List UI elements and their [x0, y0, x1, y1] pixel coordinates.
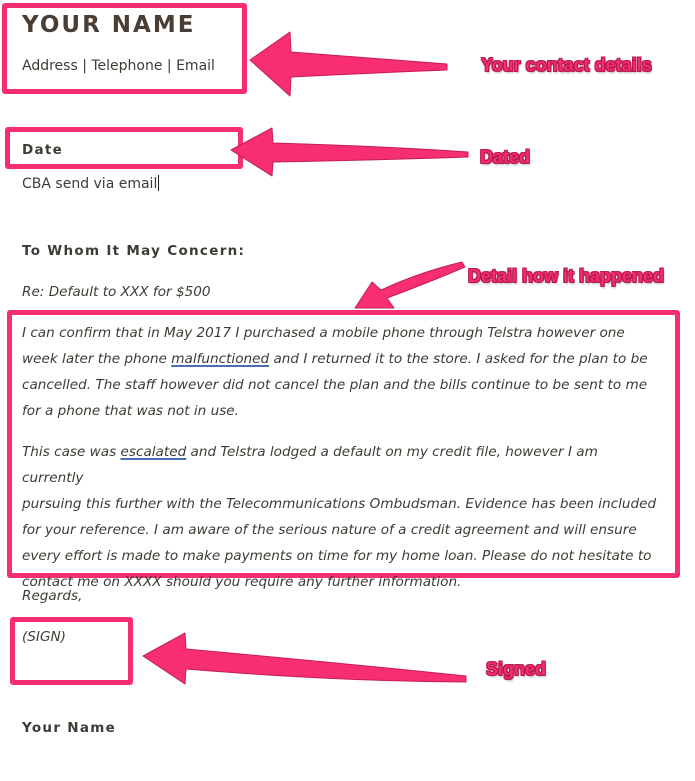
letter-sender-name: YOUR NAME: [22, 12, 196, 38]
letter-signoff-name: Your Name: [22, 720, 117, 736]
arrow-date-icon: [231, 128, 468, 176]
delivery-text: CBA send via email: [22, 176, 158, 192]
letter-contact-line: Address | Telephone | Email: [22, 58, 215, 74]
spellcheck-underlined-word[interactable]: malfunctioned: [171, 351, 270, 367]
body-line: week later the phone malfunctioned and I returned it to the store. I asked for the plan to be: [22, 351, 648, 367]
letter-date-label: Date: [22, 142, 64, 158]
letter-salutation: To Whom It May Concern:: [22, 243, 246, 259]
body-line: pursuing this further with the Telecommunications Ombudsman. Evidence has been included: [22, 496, 657, 512]
body-line: every effort is made to make payments on time for my home loan. Please do not hesitate to: [22, 548, 652, 564]
callout-signed: Signed: [486, 659, 547, 679]
body-line: cancelled. The staff however did not cancel the plan and the bills continue to be sent to me: [22, 377, 648, 393]
body-line: for your reference. I am aware of the serious nature of a credit agreement and will ensure: [22, 522, 637, 538]
callout-detail: Detail how it happened: [468, 266, 665, 286]
body-line: for a phone that was not in use.: [22, 403, 239, 419]
arrow-detail-icon: [355, 262, 465, 308]
body-line: contact me on XXXX should you require any further information.: [22, 574, 462, 590]
arrow-contact-icon: [250, 32, 447, 96]
arrow-signed-icon: [143, 633, 466, 684]
spellcheck-underlined-word[interactable]: escalated: [120, 444, 187, 460]
body-line: I can confirm that in May 2017 I purchased a mobile phone through Telstra however one: [22, 325, 625, 341]
callout-dated: Dated: [480, 147, 531, 167]
body-line: This case was escalated and Telstra lodged a default on my credit file, however I am currently: [22, 444, 598, 486]
callout-contact-details: Your contact details: [481, 55, 652, 75]
letter-subject: Re: Default to XXX for $500: [22, 284, 211, 300]
signature-placeholder: (SIGN): [22, 629, 66, 645]
letter-closing: Regards,: [22, 588, 83, 604]
